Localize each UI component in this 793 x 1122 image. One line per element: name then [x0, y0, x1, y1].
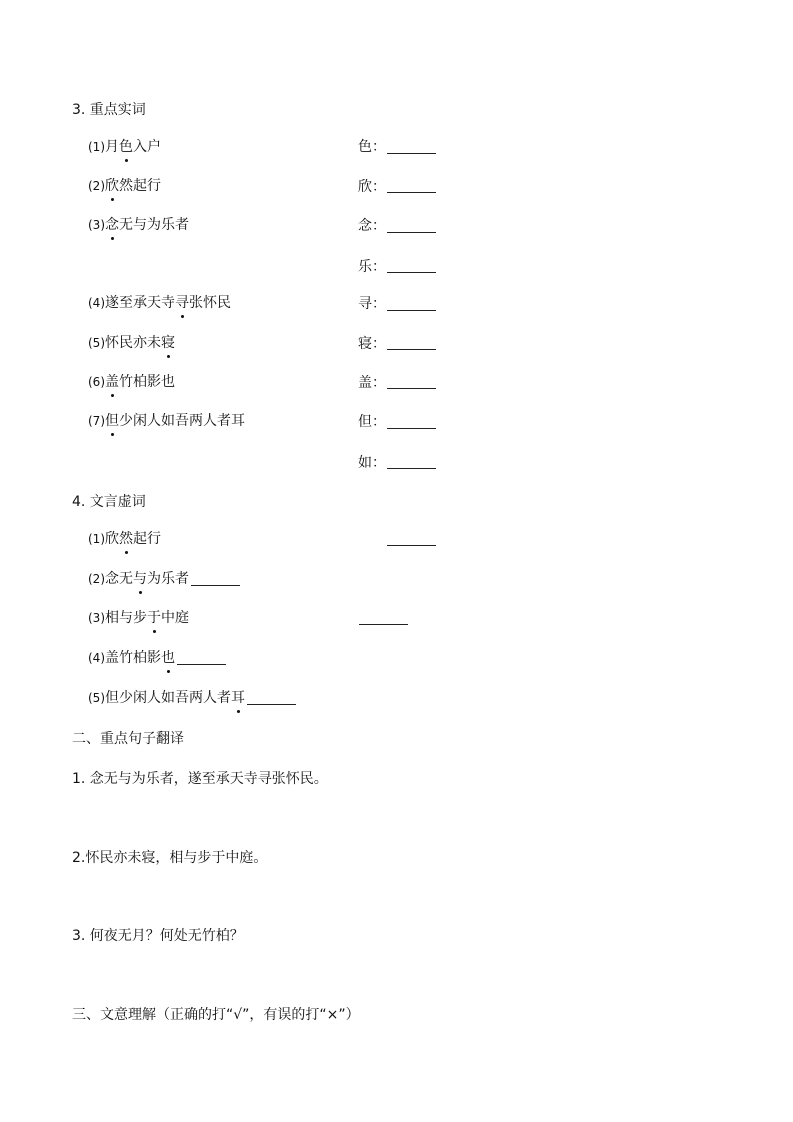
item-text-post: 入户: [133, 139, 161, 155]
item-text-post: 竹柏影也: [119, 374, 175, 390]
answer-blank[interactable]: [359, 624, 408, 625]
s4-item-2: [88, 569, 189, 589]
answer-label: 寝：: [358, 336, 386, 352]
item-number: (7): [88, 414, 105, 428]
emphasis-char: 耳: [231, 690, 245, 706]
item-text-pre: 月: [105, 139, 119, 155]
answer-blank[interactable]: [387, 545, 436, 546]
answer-blank[interactable]: [387, 192, 436, 193]
item-text-pre: 怀民亦未: [105, 335, 161, 351]
s4-item-1: [88, 529, 161, 549]
answer-label: 寻：: [358, 296, 386, 312]
s4-item-3: [88, 608, 189, 628]
item-number: (1): [88, 532, 105, 546]
answer-label: 盖：: [358, 375, 386, 391]
item-number: (5): [88, 691, 105, 705]
answer-blank[interactable]: [247, 704, 296, 705]
translation-sentence-1: 1. 念无与为乐者，遂至承天寺寻张怀民。: [72, 771, 328, 787]
item-text-post: 然起行: [119, 178, 161, 194]
item-number: (3): [88, 218, 105, 232]
item-text-post: 无与为乐者: [119, 217, 189, 233]
item-text-post: 张怀民: [189, 295, 231, 311]
emphasis-char: 欣: [105, 178, 119, 194]
answer-label: 欣：: [358, 179, 386, 195]
emphasis-char: 色: [119, 139, 133, 155]
answer-blank[interactable]: [191, 585, 240, 586]
emphasis-char: 与: [133, 571, 147, 587]
answer-blank[interactable]: [387, 428, 436, 429]
answer-label: 色：: [358, 139, 386, 155]
item-text-pre: 遂至承天寺: [105, 295, 175, 311]
s3-item-6: [88, 372, 175, 392]
answer-label: 如：: [358, 455, 386, 471]
emphasis-char: 寻: [175, 295, 189, 311]
emphasis-char: 然: [119, 531, 133, 547]
s3-item-3: [88, 215, 189, 235]
answer-label: 念：: [358, 218, 386, 234]
item-text-pre: 盖竹柏影: [105, 650, 161, 666]
item-number: (5): [88, 336, 105, 350]
section3-title: 3. 重点实词: [72, 102, 146, 118]
answer-blank[interactable]: [387, 153, 436, 154]
s4-item-4: [88, 648, 175, 668]
answer-blank[interactable]: [387, 232, 436, 233]
item-number: (2): [88, 572, 105, 586]
emphasis-char: 于: [147, 610, 161, 626]
item-text-pre: 相与步: [105, 610, 147, 626]
section4-title: 4. 文言虚词: [72, 494, 146, 510]
item-text-post: 起行: [133, 531, 161, 547]
item-number: (3): [88, 611, 105, 625]
item-number: (6): [88, 375, 105, 389]
answer-blank[interactable]: [387, 349, 436, 350]
part2-title: 二、重点句子翻译: [72, 731, 184, 747]
answer-blank[interactable]: [387, 388, 436, 389]
emphasis-char: 但: [105, 413, 119, 429]
answer-blank[interactable]: [177, 664, 226, 665]
emphasis-char: 念: [105, 217, 119, 233]
s4-item-5: [88, 688, 245, 708]
s3-item-7: [88, 411, 245, 431]
item-number: (4): [88, 651, 105, 665]
item-text-post: 为乐者: [147, 571, 189, 587]
item-text-post: 少闲人如吾两人者耳: [119, 413, 245, 429]
part3-title: 三、文意理解（正确的打“√”，有误的打“×”）: [72, 1007, 360, 1023]
emphasis-char: 盖: [105, 374, 119, 390]
item-text-pre: 念无: [105, 571, 133, 587]
item-text-post: 中庭: [161, 610, 189, 626]
translation-sentence-2: 2.怀民亦未寝，相与步于中庭。: [72, 850, 268, 866]
emphasis-char: 寝: [161, 335, 175, 351]
s3-item-4: [88, 293, 231, 313]
s3-item-5: [88, 333, 175, 353]
answer-blank[interactable]: [387, 310, 436, 311]
item-text-pre: 欣: [105, 531, 119, 547]
answer-blank[interactable]: [387, 468, 436, 469]
s3-item-2: [88, 176, 161, 196]
item-text-pre: 但少闲人如吾两人者: [105, 690, 231, 706]
emphasis-char: 也: [161, 650, 175, 666]
answer-label: 但：: [358, 414, 386, 430]
answer-label: 乐：: [358, 259, 386, 275]
item-number: (2): [88, 179, 105, 193]
s3-item-1: [88, 137, 161, 157]
item-number: (4): [88, 296, 105, 310]
item-number: (1): [88, 140, 105, 154]
answer-blank[interactable]: [387, 272, 436, 273]
translation-sentence-3: 3. 何夜无月？何处无竹柏？: [72, 928, 244, 944]
